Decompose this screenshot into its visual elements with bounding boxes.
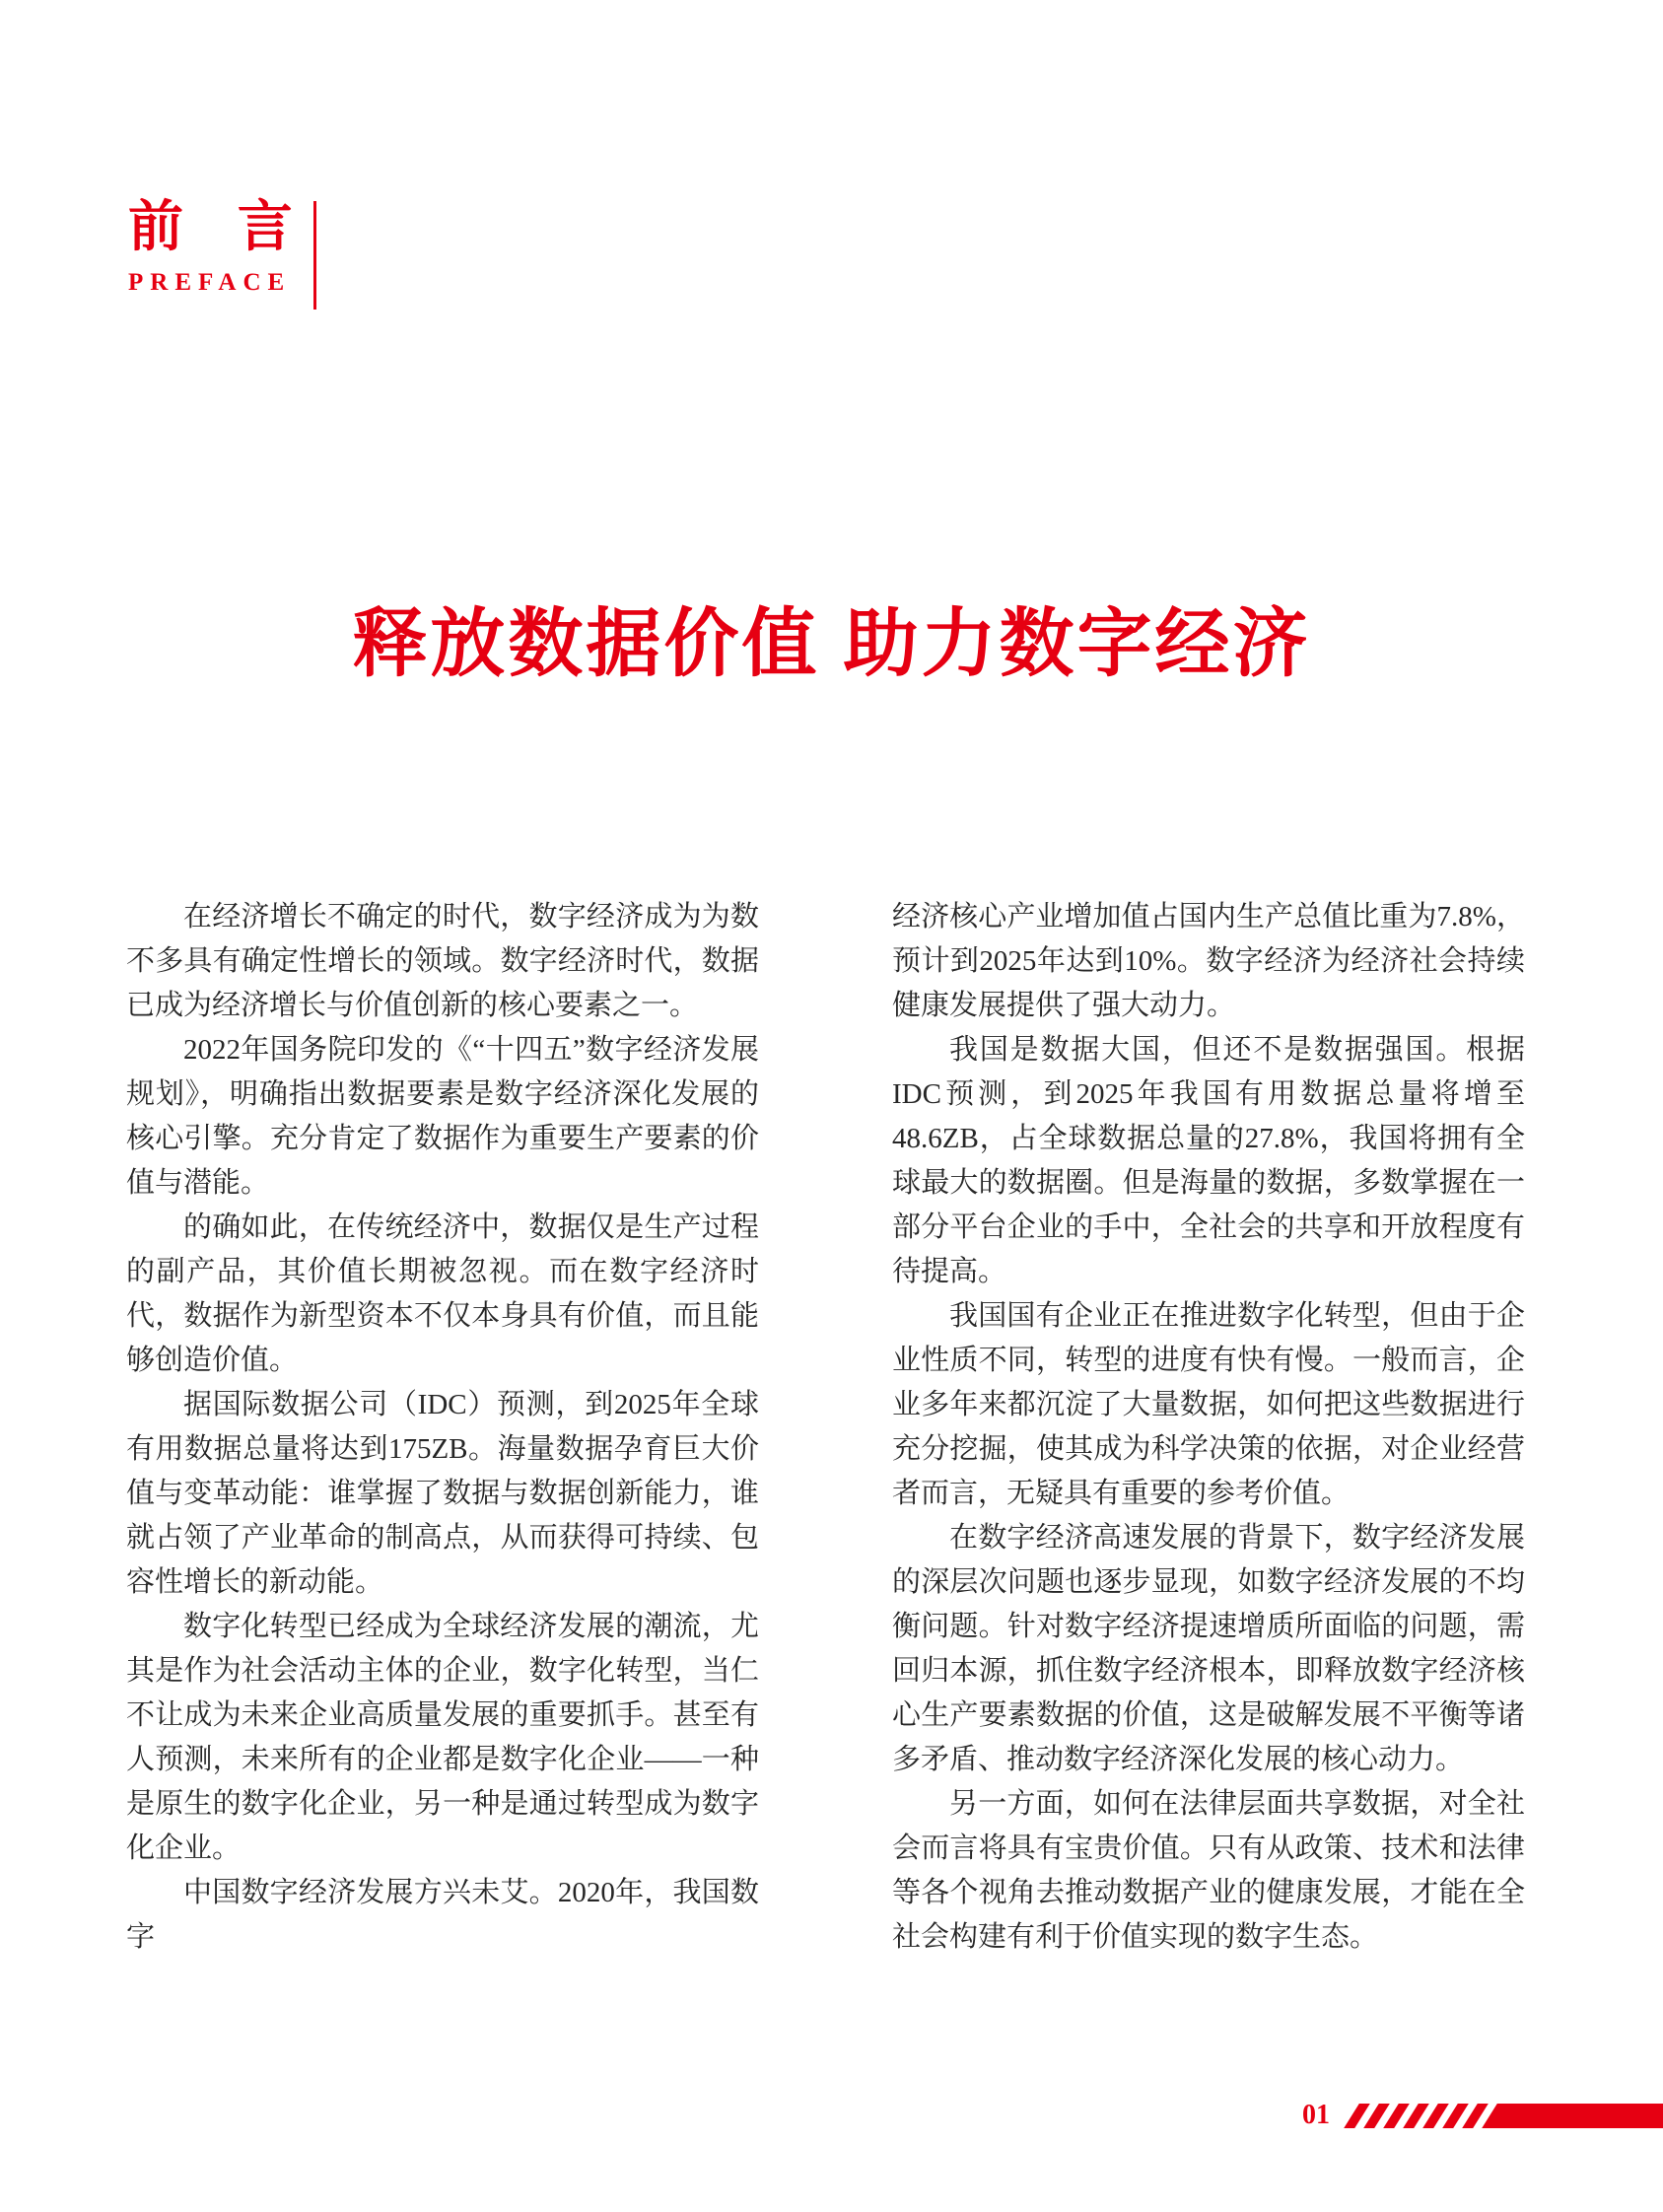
body-columns: [126, 895, 1525, 1960]
paragraph: 据国际数据公司（IDC）预测，到2025年全球有用数据总量将达到175ZB。海量数据孕育巨大价值与变革动能：谁掌握了数据与数据创新能力，谁就占领了产业革命的制高点，从而获得可持续、包容性增长的新动能。: [126, 1389, 759, 1598]
preface-subtitle: PREFACE: [128, 269, 292, 296]
paragraph: 经济核心产业增加值占国内生产总值比重为7.8%，预计到2025年达到10%。数字经济为经济社会持续健康发展提供了强大动力。: [892, 901, 1525, 1021]
footer-stripes-decoration: [1351, 2104, 1663, 2128]
paragraph: 在经济增长不确定的时代，数字经济成为为数不多具有确定性增长的领域。数字经济时代，数据已成为经济增长与价值创新的核心要素之一。: [126, 901, 759, 1021]
paragraph: 中国数字经济发展方兴未艾。2020年，我国数字: [126, 1877, 759, 1953]
paragraph: 我国是数据大国，但还不是数据强国。根据IDC预测，到2025年我国有用数据总量将增至48.6ZB，占全球数据总量的27.8%，我国将拥有全球最大的数据圈。但是海量的数据，多数掌握在一部分平台企业的手中，全社会的共享和开放程度有待提高。: [892, 1034, 1525, 1287]
paragraph: 的确如此，在传统经济中，数据仅是生产过程的副产品，其价值长期被忽视。而在数字经济时代，数据作为新型资本不仅本身具有价值，而且能够创造价值。: [126, 1211, 759, 1376]
paragraph: 另一方面，如何在法律层面共享数据，对全社会而言将具有宝贵价值。只有从政策、技术和法律等各个视角去推动数据产业的健康发展，才能在全社会构建有利于价值实现的数字生态。: [892, 1788, 1525, 1953]
paragraph: 数字化转型已经成为全球经济发展的潮流，尤其是作为社会活动主体的企业，数字化转型，当仁不让成为未来企业高质量发展的重要抓手。甚至有人预测，未来所有的企业都是数字化企业——一种是原生的数字化企业，另一种是通过转型成为数字化企业。: [126, 1611, 759, 1864]
preface-title: 前 言: [128, 195, 312, 257]
left-column: [126, 895, 759, 1960]
page-number: 01: [1302, 2100, 1330, 2130]
preface-header: [128, 195, 312, 296]
paragraph: 我国国有企业正在推进数字化转型，但由于企业性质不同，转型的进度有快有慢。一般而言，企业多年来都沉淀了大量数据，如何把这些数据进行充分挖掘，使其成为科学决策的依据，对企业经营者而言，无疑具有重要的参考价值。: [892, 1300, 1525, 1509]
right-column: [892, 895, 1525, 1960]
preface-vertical-rule: [313, 201, 316, 310]
stripe-bar-decoration: [1482, 2104, 1663, 2128]
paragraph: 在数字经济高速发展的背景下，数字经济发展的深层次问题也逐步显现，如数字经济发展的不均衡问题。针对数字经济提速增质所面临的问题，需回归本源，抓住数字经济根本，即释放数字经济核心生产要素数据的价值，这是破解发展不平衡等诸多矛盾、推动数字经济深化发展的核心动力。: [892, 1522, 1525, 1775]
paragraph: 2022年国务院印发的《“十四五”数字经济发展规划》，明确指出数据要素是数字经济深化发展的核心引擎。充分肯定了数据作为重要生产要素的价值与潜能。: [126, 1034, 759, 1199]
page-title: 释放数据价值 助力数字经济: [352, 602, 1311, 686]
page-footer: [1302, 2102, 1663, 2129]
